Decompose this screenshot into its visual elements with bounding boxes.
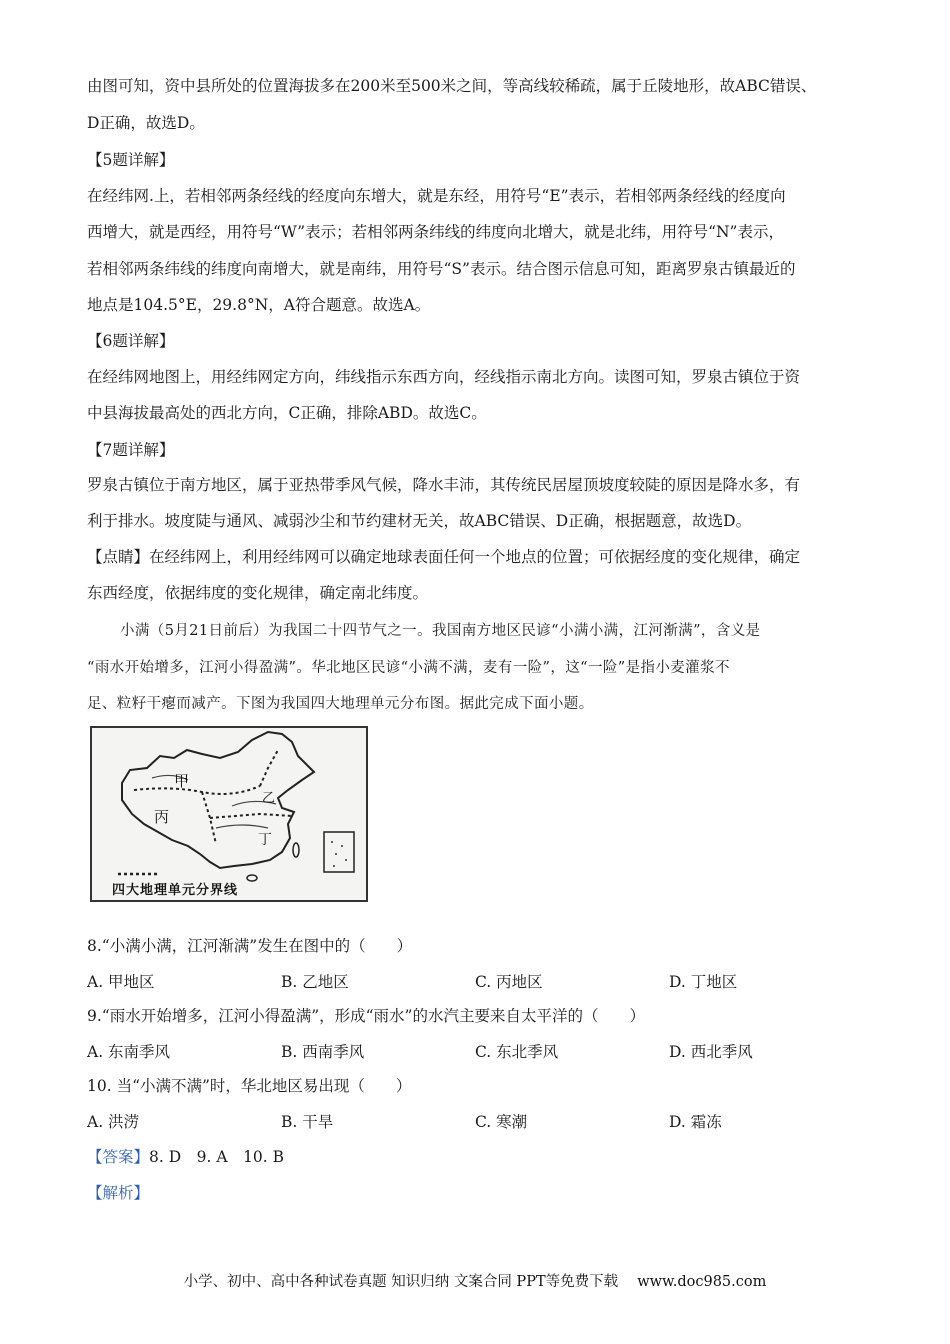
label-bing: 丙 [154,808,170,826]
text-line: D正确，故选D。 [87,114,205,132]
option-d: D. 丁地区 [669,973,738,991]
option-d: D. 霜冻 [669,1113,722,1131]
option-c: C. 寒潮 [475,1113,528,1131]
text-line: 东西经度，依据纬度的变化规律，确定南北纬度。 [87,584,429,602]
option-b: B. 乙地区 [281,973,349,991]
passage-line: “雨水开始增多，江河小得盈满”。华北地区民谚“小满不满，麦有一险”，这“一险”是指小麦灌浆不 [87,660,730,676]
boundary-line [202,792,216,844]
china-geographic-units-map [90,726,368,902]
question-stem: 9.“雨水开始增多，江河小得盈满”，形成“雨水”的水汽主要来自太平洋的（ ） [87,1007,645,1025]
section-heading: 【5题详解】 [87,151,175,169]
section-heading: 【6题详解】 [87,332,175,350]
option-a: A. 东南季风 [87,1043,171,1061]
tip-line: 【点睛】在经纬网上，利用经纬网可以确定地球表面任何一个地点的位置；可依据经度的变化规律，确定 [87,548,801,566]
option-b: B. 干旱 [281,1113,334,1131]
answer-row [87,1147,284,1167]
legend-text: 四大地理单元分界线 [112,883,239,898]
text-line: 罗泉古镇位于南方地区，属于亚热带季风气候，降水丰沛，其传统民居屋顶坡度较陡的原因是降水多，有 [87,476,801,494]
boundary-line [260,750,278,786]
hainan-island [247,875,257,881]
text-line: 西增大，就是西经，用符号“W”表示；若相邻两条纬线的纬度向北增大，就是北纬，用符号“N”表示， [87,223,784,241]
text-line: 由图可知，资中县所处的位置海拔多在200米至500米之间，等高线较稀疏，属于丘陵地形，故ABC错误、 [87,77,817,95]
passage-line: 足、粒籽干瘪而减产。下图为我国四大地理单元分布图。据此完成下面小题。 [87,696,594,712]
taiwan-island [293,843,299,857]
option-a: A. 洪涝 [87,1113,140,1131]
option-a: A. 甲地区 [87,973,155,991]
text-line: 中县海拔最高处的西北方向，C正确，排除ABD。故选C。 [87,404,487,422]
label-ding: 丁 [258,832,272,848]
analysis-label: 【解析】 [87,1184,150,1202]
question-stem: 8.“小满小满，江河渐满”发生在图中的（ ） [87,937,413,955]
label-yi: 乙 [262,791,276,806]
text-line: 地点是104.5°E，29.8°N，A符合题意。故选A。 [87,296,431,314]
text-line: 若相邻两条纬线的纬度向南增大，就是南纬，用符号“S”表示。结合图示信息可知，距离罗泉古镇最近的 [87,260,796,278]
river-line [216,825,268,828]
section-heading: 【7题详解】 [87,441,175,459]
china-outline [122,732,314,868]
text-line: 在经纬网地图上，用经纬网定方向，纬线指示东西方向，经线指示南北方向。读图可知，罗泉古镇位于资 [87,368,801,386]
question-stem: 10. 当“小满不满”时，华北地区易出现（ ） [87,1077,412,1095]
option-d: D. 西北季风 [669,1043,753,1061]
south-sea-inset [324,832,354,872]
footer-text: 小学、初中、高中各种试卷真题 知识归纳 文案合同 PPT等免费下载 www.doc985.com [183,1274,767,1290]
passage-line: 小满（5月21日前后）为我国二十四节气之一。我国南方地区民谚“小满小满，江河渐满”，含义是 [120,623,761,639]
map-drawing [92,728,366,900]
answer-text: 8. D 9. A 10. B [149,1148,285,1166]
option-b: B. 西南季风 [281,1043,365,1061]
text-line: 利于排水。坡度陡与通风、减弱沙尘和节约建材无关，故ABC错误、D正确，根据题意，故选D。 [87,512,752,530]
text-line: 在经纬网.上，若相邻两条经线的经度向东增大，就是东经，用符号“E”表示，若相邻两条经线的经度向 [87,187,786,205]
boundary-line [134,786,260,794]
answer-label: 【答案】 [87,1148,150,1166]
boundary-line [210,814,292,818]
option-c: C. 丙地区 [475,973,543,991]
option-c: C. 东北季风 [475,1043,559,1061]
label-jia: 甲 [174,772,190,790]
